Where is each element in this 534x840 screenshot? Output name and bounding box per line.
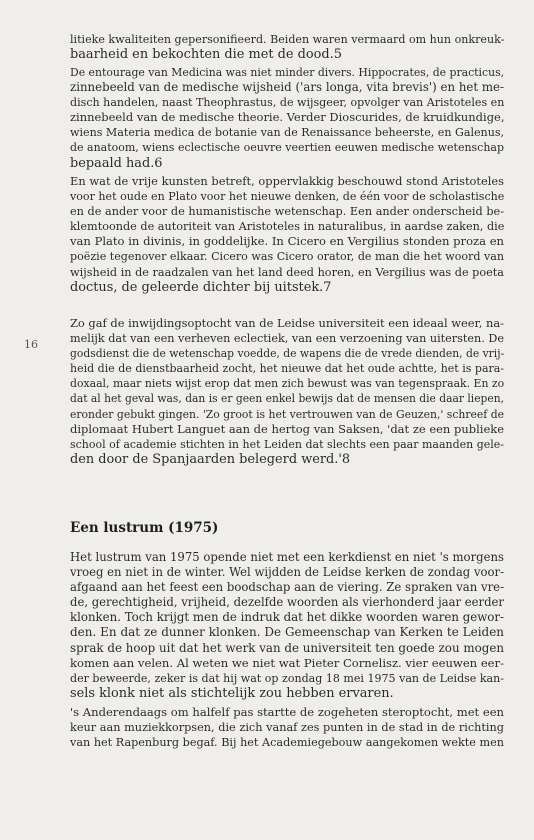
text-line: disch handelen, naast Theophrastus, de wijsgeer, opvolger van Aristoteles en bbox=[70, 96, 505, 110]
text-line: den. En dat ze dunner klonken. De Gemeenschap van Kerken te Leiden bbox=[70, 625, 504, 640]
text-line: doctus, de geleerde dichter bij uitstek.7 bbox=[70, 279, 332, 295]
text-line: komen aan velen. Al weten we niet wat Pieter Cornelisz. vier eeuwen eer- bbox=[70, 655, 504, 670]
text-line: van het Rapenburg begaf. Bij het Academiegebouw aangekomen wekte men bbox=[70, 736, 504, 750]
text-line: der beweerde, zeker is dat hij wat op zondag 18 mei 1975 van de Leidse kan- bbox=[70, 671, 504, 685]
text-line: bepaald had.6 bbox=[70, 155, 163, 171]
text-line: afgaand aan het feest een boodschap aan de viering. Ze spraken van vre- bbox=[70, 580, 505, 595]
text-line: wijsheid in de raadzalen van het land deed horen, en Vergilius was de poeta bbox=[70, 265, 504, 279]
paragraph-lustrum bbox=[70, 550, 504, 701]
page-number: 16 bbox=[24, 338, 38, 351]
text-line: de, gerechtigheid, vrijheid, dezelfde woorden als vierhonderd jaar eerder bbox=[70, 595, 504, 610]
text-line: zinnebeeld van de medische theorie. Verder Dioscurides, de kruidkundige, bbox=[70, 110, 505, 125]
paragraph-medicina bbox=[70, 65, 504, 171]
text-line: eronder gebukt gingen. 'Zo groot is het vertrouwen van de Geuzen,' schreef de bbox=[70, 407, 504, 421]
text-line: zinnebeeld van de medische wijsheid ('ars longa, vita brevis') en het me- bbox=[70, 80, 504, 95]
paragraph-inwijdingsoptocht bbox=[70, 316, 504, 467]
text-line: en de ander voor de humanistische wetenschap. Een ander onderscheid be- bbox=[70, 205, 504, 219]
text-line: melijk dat van een verheven eclectiek, van een verzoening van uitersten. De bbox=[70, 332, 504, 346]
text-line: sprak de hoop uit dat het werk van de universiteit ten goede zou mogen bbox=[70, 640, 504, 655]
text-line: poëzie tegenover elkaar. Cicero was Cicero orator, de man die het woord van bbox=[70, 250, 504, 264]
paragraph-steroptocht bbox=[70, 705, 504, 750]
text-line: baarheid en bekochten die met de dood.5 bbox=[70, 47, 342, 63]
section-heading: Een lustrum (1975) bbox=[70, 520, 219, 536]
text-line: sels klonk niet als stichtelijk zou hebben ervaren. bbox=[70, 685, 394, 701]
text-line: klonken. Toch krijgt men de indruk dat het dikke woorden waren gewor- bbox=[70, 610, 504, 625]
paragraph-vrije-kunsten bbox=[70, 174, 504, 295]
text-line: doxaal, maar niets wijst erop dat men zich bewust was van tegenspraak. En zo bbox=[70, 377, 505, 391]
text-line: voor het oude en Plato voor het nieuwe denken, de één voor de scholastische bbox=[70, 190, 505, 204]
text-line: den door de Spanjaarden belegerd werd.'8 bbox=[70, 451, 351, 467]
text-line: Zo gaf de inwijdingsoptocht van de Leidse universiteit een ideaal weer, na- bbox=[70, 316, 504, 330]
text-line: school of academie stichten in het Leiden dat slechts een paar maanden gele- bbox=[70, 437, 504, 451]
text-line: 's Anderendaags om halfelf pas startte de zogeheten steroptocht, met een bbox=[70, 705, 504, 719]
text-line: heid die de dienstbaarheid zocht, het nieuwe dat het oude achtte, het is para- bbox=[70, 362, 504, 376]
text-line: klemtoonde de autoriteit van Aristoteles in naturalibus, in aardse zaken, die bbox=[70, 220, 505, 234]
text-line: En wat de vrije kunsten betreft, oppervlakkig beschouwd stond Aristoteles bbox=[70, 174, 504, 188]
text-line: van Plato in divinis, in goddelijke. In Cicero en Vergilius stonden proza en bbox=[70, 234, 504, 249]
text-line: vroeg en niet in de winter. Wel wijdden de Leidse kerken de zondag voor- bbox=[70, 565, 504, 580]
text-line: litieke kwaliteiten gepersonifieerd. Beiden waren vermaard om hun onkreuk- bbox=[70, 33, 505, 46]
text-line: De entourage van Medicina was niet minder divers. Hippocrates, de practicus, bbox=[70, 66, 505, 79]
text-line: wiens Materia medica de botanie van de Renaissance beheerste, en Galenus, bbox=[70, 126, 505, 140]
text-line: godsdienst die de wetenschap voedde, de wapens die de vrede dienden, de vrij- bbox=[70, 347, 505, 361]
text-line: keur aan muziekkorpsen, die zich vanaf zes punten in de stad in de richting bbox=[70, 721, 504, 735]
text-line: de anatoom, wiens eclectische oeuvre veertien eeuwen medische wetenschap bbox=[70, 141, 504, 155]
text-line: dat al het geval was, dan is er geen enkel bewijs dat de mensen die daar liepen, bbox=[70, 392, 504, 406]
text-line: diplomaat Hubert Languet aan de hertog van Saksen, 'dat ze een publieke bbox=[70, 421, 504, 436]
paragraph-continuation bbox=[70, 32, 504, 62]
text-line: Het lustrum van 1975 opende niet met een kerkdienst en niet 's morgens bbox=[70, 550, 504, 564]
